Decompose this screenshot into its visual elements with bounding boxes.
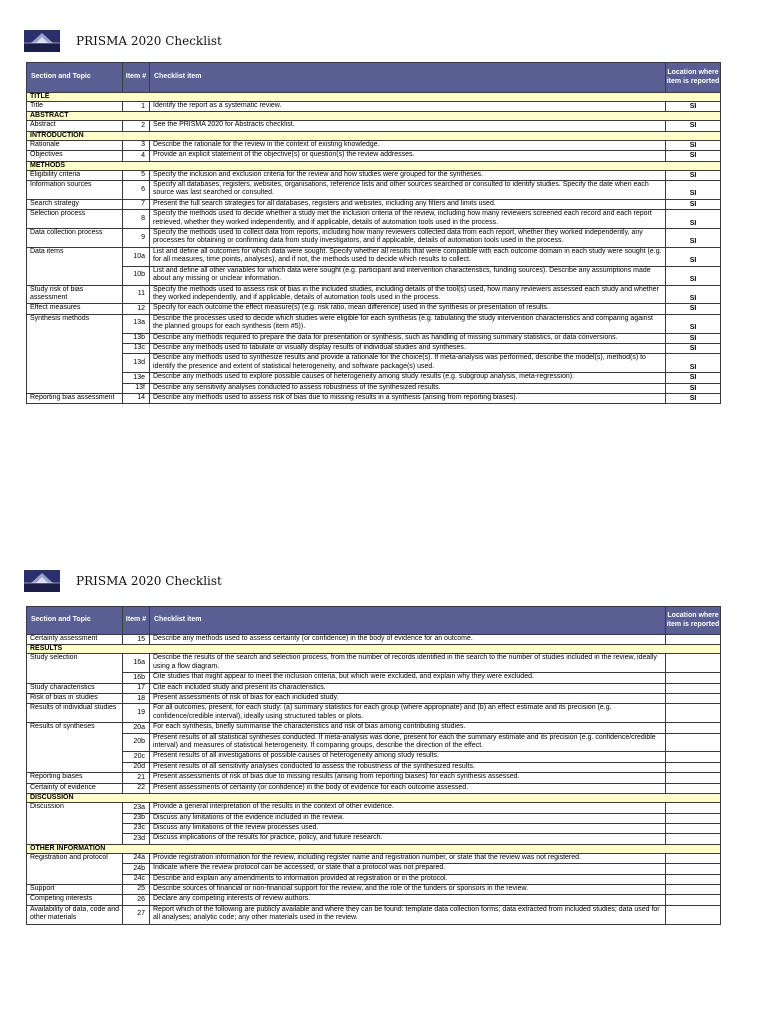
item-number-cell: 24b — [123, 864, 150, 874]
location-cell — [666, 813, 721, 823]
table-row — [27, 304, 721, 314]
checklist-item-cell: Present assessments of risk of bias due to missing results (arising from reporting biases) for each synthesis assessed. — [150, 773, 666, 783]
table-row — [27, 140, 721, 150]
location-cell: SI — [666, 151, 721, 161]
location-cell: SI — [666, 181, 721, 200]
item-number-cell: 27 — [123, 905, 150, 924]
item-number-cell: 2 — [123, 121, 150, 131]
checklist-item-cell: Describe any methods used to explore possible causes of heterogeneity among study results (e.g. subgroup analysis, meta-regression). — [150, 373, 666, 383]
table-row — [27, 823, 721, 833]
section-heading-row — [27, 93, 721, 102]
table-row — [27, 354, 721, 373]
checklist-item-cell: Describe the processes used to decide which studies were eligible for each synthesis (e.g. tabulating the study intervention characteristics and comparing against the planned groups for each synthesis (item #5)). — [150, 314, 666, 333]
item-number-cell: 23d — [123, 834, 150, 844]
section-topic-cell: Discussion — [27, 803, 123, 845]
table-row — [27, 383, 721, 393]
checklist-item-cell: Specify the methods used to assess risk of bias in the included studies, including details of the tool(s) used, how many reviewers assessed each study and whether they worked independently, and if applicable, details of automation tools used in the process. — [150, 285, 666, 304]
checklist-item-cell: See the PRISMA 2020 for Abstracts checklist. — [150, 121, 666, 131]
prisma-logo-icon — [24, 30, 60, 52]
location-cell: SI — [666, 170, 721, 180]
section-topic-cell: Registration and protocol — [27, 853, 123, 884]
location-cell: SI — [666, 333, 721, 343]
table-row — [27, 343, 721, 353]
section-heading: INTRODUCTION — [27, 131, 721, 140]
checklist-item-cell: Provide an explicit statement of the objective(s) or question(s) the review addresses. — [150, 151, 666, 161]
section-heading-row — [27, 645, 721, 654]
item-number-cell: 8 — [123, 210, 150, 229]
item-number-cell: 19 — [123, 704, 150, 723]
table-row — [27, 151, 721, 161]
header-item-number: Item # — [123, 63, 150, 93]
location-cell: SI — [666, 373, 721, 383]
table-row — [27, 314, 721, 333]
location-cell: SI — [666, 102, 721, 112]
item-number-cell: 20a — [123, 723, 150, 733]
item-number-cell: 13b — [123, 333, 150, 343]
item-number-cell: 18 — [123, 694, 150, 704]
location-cell — [666, 762, 721, 772]
checklist-item-cell: Declare any competing interests of review authors. — [150, 895, 666, 905]
header-section-topic: Section and Topic — [27, 607, 123, 635]
item-number-cell: 24a — [123, 853, 150, 863]
section-heading: OTHER INFORMATION — [27, 844, 721, 853]
table-row — [27, 210, 721, 229]
section-topic-cell: Reporting bias assessment — [27, 393, 123, 403]
header-location: Location where item is reported — [666, 63, 721, 93]
table-row — [27, 813, 721, 823]
table-row — [27, 199, 721, 209]
location-cell — [666, 783, 721, 793]
table-row — [27, 102, 721, 112]
table-row — [27, 773, 721, 783]
table-row — [27, 121, 721, 131]
section-topic-cell: Information sources — [27, 181, 123, 200]
table-row — [27, 393, 721, 403]
section-heading-row — [27, 794, 721, 803]
table-row — [27, 752, 721, 762]
section-topic-cell: Effect measures — [27, 304, 123, 314]
checklist-item-cell: Describe and explain any amendments to information provided at registration or in the protocol. — [150, 874, 666, 884]
section-topic-cell: Risk of bias in studies — [27, 694, 123, 704]
location-cell — [666, 635, 721, 645]
section-heading: ABSTRACT — [27, 112, 721, 121]
location-cell: SI — [666, 140, 721, 150]
table-row — [27, 635, 721, 645]
item-number-cell: 13d — [123, 354, 150, 373]
section-topic-cell: Certainty assessment — [27, 635, 123, 645]
page-title: PRISMA 2020 Checklist — [76, 574, 222, 588]
checklist-item-cell: Present results of all investigations of possible causes of heterogeneity among study results. — [150, 752, 666, 762]
item-number-cell: 16a — [123, 654, 150, 673]
item-number-cell: 26 — [123, 895, 150, 905]
item-number-cell: 21 — [123, 773, 150, 783]
item-number-cell: 17 — [123, 683, 150, 693]
location-cell — [666, 853, 721, 863]
item-number-cell: 6 — [123, 181, 150, 200]
section-topic-cell: Eligibility criteria — [27, 170, 123, 180]
item-number-cell: 22 — [123, 783, 150, 793]
checklist-item-cell: For each synthesis, briefly summarise the characteristics and risk of bias among contributing studies. — [150, 723, 666, 733]
checklist-item-cell: Provide a general interpretation of the results in the context of other evidence. — [150, 803, 666, 813]
location-cell: SI — [666, 247, 721, 266]
item-number-cell: 12 — [123, 304, 150, 314]
item-number-cell: 23a — [123, 803, 150, 813]
table-header-row — [27, 607, 721, 635]
checklist-item-cell: Describe any sensitivity analyses conducted to assess robustness of the synthesized results. — [150, 383, 666, 393]
location-cell: SI — [666, 343, 721, 353]
item-number-cell: 15 — [123, 635, 150, 645]
header-item-number: Item # — [123, 607, 150, 635]
checklist-item-cell: Specify for each outcome the effect measure(s) (e.g. risk ratio, mean difference) used in the synthesis or presentation of results. — [150, 304, 666, 314]
section-topic-cell: Data collection process — [27, 229, 123, 248]
location-cell: SI — [666, 285, 721, 304]
table-row — [27, 803, 721, 813]
item-number-cell: 10a — [123, 247, 150, 266]
section-topic-cell: Search strategy — [27, 199, 123, 209]
section-topic-cell: Availability of data, code and other materials — [27, 905, 123, 924]
checklist-item-cell: Present assessments of certainty (or confidence) in the body of evidence for each outcome assessed. — [150, 783, 666, 793]
section-topic-cell: Results of syntheses — [27, 723, 123, 773]
location-cell: SI — [666, 314, 721, 333]
checklist-item-cell: Identify the report as a systematic review. — [150, 102, 666, 112]
item-number-cell: 9 — [123, 229, 150, 248]
prisma-logo-icon — [24, 570, 60, 592]
section-heading-row — [27, 112, 721, 121]
location-cell — [666, 803, 721, 813]
location-cell — [666, 673, 721, 683]
checklist-item-cell: Specify the inclusion and exclusion criteria for the review and how studies were grouped for the syntheses. — [150, 170, 666, 180]
checklist-item-cell: Describe the rationale for the review in the context of existing knowledge. — [150, 140, 666, 150]
table-row — [27, 266, 721, 285]
location-cell: SI — [666, 393, 721, 403]
checklist-item-cell: Discuss any limitations of the evidence included in the review. — [150, 813, 666, 823]
table-row — [27, 683, 721, 693]
checklist-item-cell: Report which of the following are publicly available and where they can be found: template data collection forms; data extracted from included studies; data used for all analyses; analytic code; any other materials used in the review. — [150, 905, 666, 924]
item-number-cell: 11 — [123, 285, 150, 304]
section-topic-cell: Support — [27, 884, 123, 894]
item-number-cell: 13e — [123, 373, 150, 383]
table-header-row — [27, 63, 721, 93]
page-title: PRISMA 2020 Checklist — [76, 34, 222, 48]
checklist-item-cell: For all outcomes, present, for each study: (a) summary statistics for each group (where appropriate) and (b) an effect estimate and its precision (e.g. confidence/credible interval), ideally using structured tables or plots. — [150, 704, 666, 723]
item-number-cell: 13c — [123, 343, 150, 353]
table-row — [27, 247, 721, 266]
section-topic-cell: Study selection — [27, 654, 123, 683]
header-checklist-item: Checklist item — [150, 63, 666, 93]
checklist-item-cell: Specify all databases, registers, websites, organisations, reference lists and other sources searched or consulted to identify studies. Specify the date when each source was last searched or consulted. — [150, 181, 666, 200]
table-row — [27, 673, 721, 683]
table-row — [27, 654, 721, 673]
checklist-item-cell: Describe any methods used to tabulate or visually display results of individual studies and syntheses. — [150, 343, 666, 353]
section-topic-cell: Results of individual studies — [27, 704, 123, 723]
item-number-cell: 25 — [123, 884, 150, 894]
item-number-cell: 20d — [123, 762, 150, 772]
checklist-item-cell: Discuss implications of the results for practice, policy, and future research. — [150, 834, 666, 844]
checklist-item-cell: Present results of all statistical syntheses conducted. If meta-analysis was done, present for each the summary estimate and its precision (e.g. confidence/credible interval) and measures of statistical heterogeneity. If comparing groups, describe the direction of the effect. — [150, 733, 666, 752]
section-topic-cell: Competing interests — [27, 895, 123, 905]
section-heading-row — [27, 131, 721, 140]
checklist-item-cell: List and define all other variables for which data were sought (e.g. participant and intervention characteristics, funding sources). Describe any assumptions made about any missing or unclear information. — [150, 266, 666, 285]
checklist-item-cell: Present results of all sensitivity analyses conducted to assess the robustness of the synthesized results. — [150, 762, 666, 772]
header-location: Location where item is reported — [666, 607, 721, 635]
location-cell: SI — [666, 266, 721, 285]
location-cell: SI — [666, 121, 721, 131]
item-number-cell: 16b — [123, 673, 150, 683]
table-row — [27, 783, 721, 793]
table-row — [27, 864, 721, 874]
checklist-item-cell: List and define all outcomes for which data were sought. Specify whether all results that were compatible with each outcome domain in each study were sought (e.g. for all measures, time points, analyses), and if not, the methods used to decide which results to collect. — [150, 247, 666, 266]
checklist-item-cell: Describe the results of the search and selection process, from the number of records identified in the search to the number of studies included in the review, ideally using a flow diagram. — [150, 654, 666, 673]
table-row — [27, 853, 721, 863]
section-topic-cell: Title — [27, 102, 123, 112]
table-row — [27, 895, 721, 905]
location-cell: SI — [666, 304, 721, 314]
table-row — [27, 285, 721, 304]
checklist-item-cell: Provide registration information for the review, including register name and registration number, or state that the review was not registered. — [150, 853, 666, 863]
checklist-item-cell: Present assessments of risk of bias for each included study. — [150, 694, 666, 704]
table-row — [27, 905, 721, 924]
item-number-cell: 23c — [123, 823, 150, 833]
item-number-cell: 14 — [123, 393, 150, 403]
table-row — [27, 704, 721, 723]
location-cell: SI — [666, 383, 721, 393]
item-number-cell: 7 — [123, 199, 150, 209]
location-cell — [666, 905, 721, 924]
table-row — [27, 694, 721, 704]
page-1-header — [24, 28, 222, 54]
location-cell — [666, 895, 721, 905]
section-topic-cell: Study risk of bias assessment — [27, 285, 123, 304]
item-number-cell: 3 — [123, 140, 150, 150]
section-topic-cell: Data items — [27, 247, 123, 285]
location-cell: SI — [666, 199, 721, 209]
location-cell — [666, 874, 721, 884]
table-row — [27, 834, 721, 844]
checklist-item-cell: Specify the methods used to collect data from reports, including how many reviewers collected data from each report, whether they worked independently, any processes for obtaining or confirming data from study investigators, and if applicable, details of automation tools used in the process. — [150, 229, 666, 248]
location-cell — [666, 733, 721, 752]
item-number-cell: 23b — [123, 813, 150, 823]
table-row — [27, 733, 721, 752]
location-cell: SI — [666, 354, 721, 373]
section-topic-cell: Study characteristics — [27, 683, 123, 693]
section-heading: DISCUSSION — [27, 794, 721, 803]
section-topic-cell: Rationale — [27, 140, 123, 150]
checklist-item-cell: Cite studies that might appear to meet the inclusion criteria, but which were excluded, and explain why they were excluded. — [150, 673, 666, 683]
checklist-item-cell: Describe any methods used to assess certainty (or confidence) in the body of evidence for an outcome. — [150, 635, 666, 645]
location-cell — [666, 704, 721, 723]
table-row — [27, 373, 721, 383]
location-cell — [666, 694, 721, 704]
section-topic-cell: Selection process — [27, 210, 123, 229]
section-heading-row — [27, 844, 721, 853]
checklist-item-cell: Describe any methods used to assess risk of bias due to missing results in a synthesis (arising from reporting biases). — [150, 393, 666, 403]
location-cell — [666, 834, 721, 844]
item-number-cell: 1 — [123, 102, 150, 112]
table-row — [27, 762, 721, 772]
section-heading: METHODS — [27, 161, 721, 170]
location-cell: SI — [666, 210, 721, 229]
checklist-item-cell: Describe sources of financial or non-financial support for the review, and the role of the funders or sponsors in the review. — [150, 884, 666, 894]
table-row — [27, 333, 721, 343]
item-number-cell: 20c — [123, 752, 150, 762]
item-number-cell: 5 — [123, 170, 150, 180]
table-row — [27, 181, 721, 200]
item-number-cell: 4 — [123, 151, 150, 161]
section-topic-cell: Abstract — [27, 121, 123, 131]
page-2-header — [24, 568, 222, 594]
checklist-table-page-1 — [26, 62, 721, 404]
section-topic-cell: Objectives — [27, 151, 123, 161]
item-number-cell: 13a — [123, 314, 150, 333]
location-cell: SI — [666, 229, 721, 248]
location-cell — [666, 723, 721, 733]
section-topic-cell: Synthesis methods — [27, 314, 123, 393]
item-number-cell: 10b — [123, 266, 150, 285]
header-checklist-item: Checklist item — [150, 607, 666, 635]
item-number-cell: 13f — [123, 383, 150, 393]
checklist-item-cell: Cite each included study and present its characteristics. — [150, 683, 666, 693]
table-row — [27, 723, 721, 733]
location-cell — [666, 654, 721, 673]
table-row — [27, 229, 721, 248]
section-heading: TITLE — [27, 93, 721, 102]
item-number-cell: 20b — [123, 733, 150, 752]
checklist-item-cell: Describe any methods used to synthesize results and provide a rationale for the choice(s). If meta-analysis was performed, describe the model(s), method(s) to identify the presence and extent of statistical heterogeneity, and software package(s) used. — [150, 354, 666, 373]
location-cell — [666, 884, 721, 894]
section-heading-row — [27, 161, 721, 170]
checklist-item-cell: Discuss any limitations of the review processes used. — [150, 823, 666, 833]
location-cell — [666, 773, 721, 783]
section-topic-cell: Certainty of evidence — [27, 783, 123, 793]
checklist-item-cell: Indicate where the review protocol can be accessed, or state that a protocol was not prepared. — [150, 864, 666, 874]
section-heading: RESULTS — [27, 645, 721, 654]
checklist-table-page-2 — [26, 606, 721, 925]
section-topic-cell: Reporting biases — [27, 773, 123, 783]
location-cell — [666, 752, 721, 762]
checklist-item-cell: Describe any methods required to prepare the data for presentation or synthesis, such as handling of missing summary statistics, or data conversions. — [150, 333, 666, 343]
location-cell — [666, 823, 721, 833]
location-cell — [666, 683, 721, 693]
location-cell — [666, 864, 721, 874]
checklist-item-cell: Present the full search strategies for all databases, registers and websites, including any filters and limits used. — [150, 199, 666, 209]
checklist-item-cell: Specify the methods used to decide whether a study met the inclusion criteria of the review, including how many reviewers screened each record and each report retrieved, whether they worked independently, and if applicable, details of automation tools used in the process. — [150, 210, 666, 229]
table-row — [27, 170, 721, 180]
table-row — [27, 874, 721, 884]
table-row — [27, 884, 721, 894]
item-number-cell: 24c — [123, 874, 150, 884]
header-section-topic: Section and Topic — [27, 63, 123, 93]
